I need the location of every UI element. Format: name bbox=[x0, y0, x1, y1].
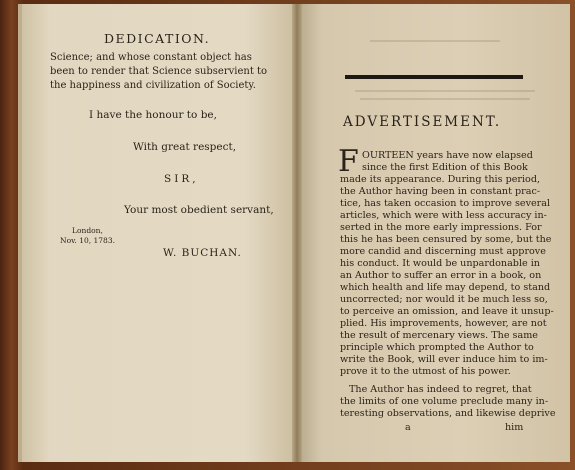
body-line: this he has been censured by some, but the bbox=[340, 234, 552, 245]
signature-mark: a bbox=[405, 422, 411, 433]
body-line: The Author has indeed to regret, that bbox=[349, 384, 532, 395]
dedication-line: Science; and whose constant object has bbox=[50, 52, 252, 63]
body-line: made its appearance. During this period, bbox=[340, 174, 541, 185]
date: Nov. 10, 1783. bbox=[60, 236, 115, 245]
body-line: serted in the more early impressions. For bbox=[340, 222, 542, 233]
honour-line: I have the honour to be, bbox=[89, 109, 217, 121]
body-line: plied. His improvements, however, are not bbox=[340, 318, 547, 329]
body-line: an Author to suffer an error in a book, on bbox=[340, 270, 542, 281]
book-gutter bbox=[292, 4, 302, 462]
respect-line: With great respect, bbox=[133, 141, 237, 153]
body-line: articles, which were with less accuracy in- bbox=[340, 210, 547, 221]
closing-line: Your most obedient servant, bbox=[124, 204, 274, 216]
body-line: OURTEEN years have now elapsed bbox=[362, 150, 533, 161]
body-line: prove it to the utmost of his power. bbox=[340, 366, 511, 377]
salutation: SIR, bbox=[164, 173, 199, 185]
advertisement-heading: ADVERTISEMENT. bbox=[343, 114, 502, 130]
body-line: his conduct. It would be unpardonable in bbox=[340, 258, 540, 269]
catchword: him bbox=[505, 422, 524, 433]
body-line: uncorrected; nor would it be much less so, bbox=[340, 294, 548, 305]
dedication-line: the happiness and civilization of Society. bbox=[50, 80, 256, 91]
body-line: the result of mercenary views. The same bbox=[340, 330, 538, 341]
place: London, bbox=[72, 226, 103, 235]
body-line: more candid and discerning must approve bbox=[340, 246, 546, 257]
drop-cap: F bbox=[338, 144, 359, 179]
body-line: the Author having been in constant prac- bbox=[340, 186, 541, 197]
body-line: teresting observations, and likewise deprive bbox=[340, 408, 556, 419]
show-through-text bbox=[350, 40, 540, 120]
body-line: principle which prompted the Author to bbox=[340, 342, 534, 353]
body-line: since the first Edition of this Book bbox=[362, 162, 528, 173]
body-line: which health and life may depend, to stand bbox=[340, 282, 551, 293]
dedication-heading: DEDICATION. bbox=[104, 31, 211, 46]
body-line: the limits of one volume preclude many in- bbox=[340, 396, 549, 407]
header-rule bbox=[345, 75, 523, 79]
body-line: tice, has taken occasion to improve several bbox=[340, 198, 551, 209]
body-line: to perceive an omission, and leave it unsup- bbox=[340, 306, 554, 317]
signature: W. BUCHAN. bbox=[163, 247, 242, 259]
dedication-line: been to render that Science subservient to bbox=[50, 66, 268, 77]
body-line: write the Book, will ever induce him to im- bbox=[340, 354, 548, 365]
